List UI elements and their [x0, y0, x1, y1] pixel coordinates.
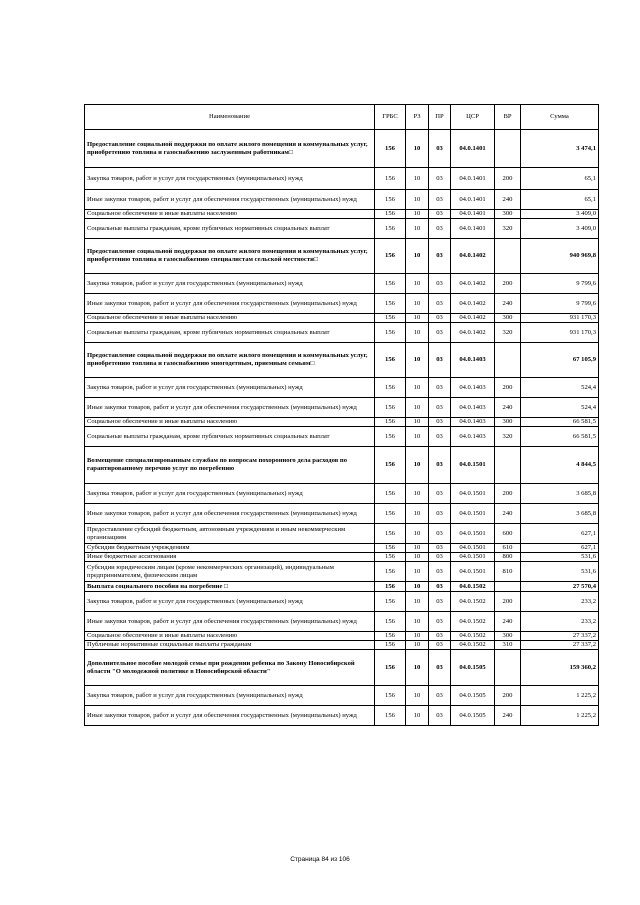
cell-sum: 931 170,3: [521, 323, 599, 343]
cell-rz: 10: [406, 612, 429, 632]
cell-grbs: 156: [375, 706, 406, 726]
cell-name: Предоставление социальной поддержки по оплате жилого помещения и коммунальных услуг, приобретению топлива и газоснабжению многодетным, приемным семьям□: [85, 343, 375, 378]
cell-csr: 04.0.1505: [451, 650, 495, 686]
cell-pr: 03: [429, 706, 451, 726]
cell-grbs: 156: [375, 314, 406, 323]
cell-pr: 03: [429, 504, 451, 524]
cell-vr: 240: [495, 190, 521, 210]
cell-sum: 67 105,9: [521, 343, 599, 378]
column-header-sum: Сумма: [521, 105, 599, 130]
cell-rz: 10: [406, 418, 429, 427]
cell-name: Иные закупки товаров, работ и услуг для обеспечения государственных (муниципальных) нужд: [85, 504, 375, 524]
cell-rz: 10: [406, 504, 429, 524]
table-body: [85, 130, 599, 726]
cell-grbs: 156: [375, 323, 406, 343]
cell-pr: 03: [429, 418, 451, 427]
cell-vr: 200: [495, 686, 521, 706]
cell-pr: 03: [429, 553, 451, 562]
cell-grbs: 156: [375, 484, 406, 504]
cell-csr: 04.0.1502: [451, 582, 495, 592]
cell-sum: 3 409,0: [521, 219, 599, 239]
table-row: [85, 427, 599, 447]
table-row: [85, 706, 599, 726]
table-row: [85, 632, 599, 641]
cell-rz: 10: [406, 168, 429, 190]
cell-rz: 10: [406, 706, 429, 726]
table-row: [85, 274, 599, 294]
cell-name: Закупка товаров, работ и услуг для государственных (муниципальных) нужд: [85, 484, 375, 504]
cell-csr: 04.0.1501: [451, 544, 495, 553]
cell-sum: 27 337,2: [521, 632, 599, 641]
cell-name: Социальное обеспечение и иные выплаты населению: [85, 632, 375, 641]
cell-csr: 04.0.1502: [451, 612, 495, 632]
table-row: [85, 524, 599, 544]
cell-grbs: 156: [375, 632, 406, 641]
cell-rz: 10: [406, 294, 429, 314]
cell-rz: 10: [406, 398, 429, 418]
cell-csr: 04.0.1401: [451, 190, 495, 210]
cell-vr: 300: [495, 418, 521, 427]
cell-pr: 03: [429, 562, 451, 582]
cell-sum: 27 570,4: [521, 582, 599, 592]
table-row: [85, 210, 599, 219]
cell-grbs: 156: [375, 447, 406, 484]
cell-sum: 66 581,5: [521, 418, 599, 427]
cell-sum: 65,1: [521, 168, 599, 190]
cell-grbs: 156: [375, 504, 406, 524]
cell-csr: 04.0.1402: [451, 294, 495, 314]
cell-grbs: 156: [375, 378, 406, 398]
cell-csr: 04.0.1402: [451, 323, 495, 343]
cell-pr: 03: [429, 447, 451, 484]
cell-rz: 10: [406, 641, 429, 650]
table-row: [85, 398, 599, 418]
cell-name: Дополнительное пособие молодой семье при рождении ребенка по Закону Новосибирской области "О молодежной политике в Новосибирской области": [85, 650, 375, 686]
cell-sum: 1 225,2: [521, 706, 599, 726]
cell-sum: 627,1: [521, 544, 599, 553]
cell-csr: 04.0.1501: [451, 484, 495, 504]
cell-vr: 200: [495, 592, 521, 612]
cell-vr: 240: [495, 612, 521, 632]
column-header-csr: ЦСР: [451, 105, 495, 130]
cell-vr: 320: [495, 323, 521, 343]
cell-rz: 10: [406, 314, 429, 323]
cell-vr: 200: [495, 168, 521, 190]
cell-grbs: 156: [375, 427, 406, 447]
cell-sum: 3 685,8: [521, 484, 599, 504]
cell-pr: 03: [429, 294, 451, 314]
cell-grbs: 156: [375, 641, 406, 650]
cell-rz: 10: [406, 632, 429, 641]
cell-rz: 10: [406, 484, 429, 504]
cell-grbs: 156: [375, 210, 406, 219]
cell-grbs: 156: [375, 418, 406, 427]
cell-rz: 10: [406, 130, 429, 168]
cell-name: Субсидии юридическим лицам (кроме некоммерческих организаций), индивидуальным предпринимателям, физическим лицам: [85, 562, 375, 582]
cell-csr: 04.0.1403: [451, 427, 495, 447]
cell-name: Предоставление социальной поддержки по оплате жилого помещения и коммунальных услуг, приобретению топлива и газоснабжению заслуженным работникам□: [85, 130, 375, 168]
cell-name: Социальное обеспечение и иные выплаты населению: [85, 314, 375, 323]
cell-sum: 66 581,5: [521, 427, 599, 447]
cell-vr: 320: [495, 427, 521, 447]
cell-rz: 10: [406, 544, 429, 553]
table-row: [85, 168, 599, 190]
cell-grbs: 156: [375, 524, 406, 544]
cell-grbs: 156: [375, 562, 406, 582]
cell-rz: 10: [406, 553, 429, 562]
cell-pr: 03: [429, 130, 451, 168]
cell-pr: 03: [429, 427, 451, 447]
cell-vr: 240: [495, 706, 521, 726]
cell-vr: 800: [495, 553, 521, 562]
cell-name: Социальные выплаты гражданам, кроме публичных нормативных социальных выплат: [85, 219, 375, 239]
cell-vr: 200: [495, 378, 521, 398]
cell-vr: [495, 447, 521, 484]
budget-table: [84, 104, 599, 726]
cell-vr: [495, 582, 521, 592]
table-row: [85, 484, 599, 504]
cell-pr: 03: [429, 524, 451, 544]
column-header-grbs: ГРБС: [375, 105, 406, 130]
cell-vr: [495, 343, 521, 378]
cell-vr: 200: [495, 484, 521, 504]
cell-name: Социальное обеспечение и иные выплаты населению: [85, 418, 375, 427]
cell-pr: 03: [429, 582, 451, 592]
cell-sum: 1 225,2: [521, 686, 599, 706]
table-row-section: [85, 239, 599, 274]
table-row: [85, 294, 599, 314]
cell-csr: 04.0.1402: [451, 274, 495, 294]
cell-rz: 10: [406, 582, 429, 592]
cell-pr: 03: [429, 168, 451, 190]
table-row: [85, 504, 599, 524]
cell-rz: 10: [406, 274, 429, 294]
cell-sum: 931 170,3: [521, 314, 599, 323]
cell-sum: 627,1: [521, 524, 599, 544]
cell-csr: 04.0.1505: [451, 706, 495, 726]
cell-name: Социальные выплаты гражданам, кроме публичных нормативных социальных выплат: [85, 323, 375, 343]
table-row: [85, 562, 599, 582]
cell-csr: 04.0.1502: [451, 592, 495, 612]
table-row-section: [85, 650, 599, 686]
cell-pr: 03: [429, 239, 451, 274]
cell-grbs: 156: [375, 239, 406, 274]
cell-pr: 03: [429, 219, 451, 239]
table-row: [85, 686, 599, 706]
cell-grbs: 156: [375, 274, 406, 294]
cell-pr: 03: [429, 632, 451, 641]
cell-name: Иные закупки товаров, работ и услуг для обеспечения государственных (муниципальных) нужд: [85, 612, 375, 632]
cell-rz: 10: [406, 562, 429, 582]
cell-pr: 03: [429, 686, 451, 706]
table-row: [85, 544, 599, 553]
cell-sum: 233,2: [521, 592, 599, 612]
cell-name: Иные закупки товаров, работ и услуг для обеспечения государственных (муниципальных) нужд: [85, 190, 375, 210]
cell-grbs: 156: [375, 582, 406, 592]
cell-vr: 600: [495, 524, 521, 544]
cell-rz: 10: [406, 524, 429, 544]
cell-sum: 4 844,5: [521, 447, 599, 484]
table-row: [85, 553, 599, 562]
cell-csr: 04.0.1403: [451, 343, 495, 378]
cell-sum: 27 337,2: [521, 641, 599, 650]
cell-name: Иные бюджетные ассигнования: [85, 553, 375, 562]
cell-grbs: 156: [375, 219, 406, 239]
cell-name: Социальные выплаты гражданам, кроме публичных нормативных социальных выплат: [85, 427, 375, 447]
cell-pr: 03: [429, 378, 451, 398]
cell-sum: 940 969,8: [521, 239, 599, 274]
table-row-section: [85, 582, 599, 592]
cell-csr: 04.0.1501: [451, 504, 495, 524]
cell-vr: 240: [495, 504, 521, 524]
cell-grbs: 156: [375, 686, 406, 706]
cell-sum: 65,1: [521, 190, 599, 210]
cell-vr: [495, 130, 521, 168]
cell-name: Публичные нормативные социальные выплаты гражданам: [85, 641, 375, 650]
cell-sum: 159 360,2: [521, 650, 599, 686]
cell-rz: 10: [406, 592, 429, 612]
table-row-section: [85, 343, 599, 378]
cell-vr: 810: [495, 562, 521, 582]
cell-vr: [495, 239, 521, 274]
cell-name: Иные закупки товаров, работ и услуг для обеспечения государственных (муниципальных) нужд: [85, 398, 375, 418]
cell-grbs: 156: [375, 398, 406, 418]
table-row-section: [85, 447, 599, 484]
table-row-section: [85, 130, 599, 168]
cell-pr: 03: [429, 650, 451, 686]
cell-rz: 10: [406, 378, 429, 398]
cell-rz: 10: [406, 210, 429, 219]
column-header-pr: ПР: [429, 105, 451, 130]
cell-csr: 04.0.1401: [451, 130, 495, 168]
cell-name: Предоставление социальной поддержки по оплате жилого помещения и коммунальных услуг, приобретению топлива и газоснабжению специалистам сельской местности□: [85, 239, 375, 274]
table-row: [85, 641, 599, 650]
cell-csr: 04.0.1401: [451, 210, 495, 219]
cell-sum: 9 799,6: [521, 274, 599, 294]
cell-pr: 03: [429, 274, 451, 294]
cell-vr: [495, 650, 521, 686]
cell-name: Иные закупки товаров, работ и услуг для обеспечения государственных (муниципальных) нужд: [85, 706, 375, 726]
cell-vr: 300: [495, 210, 521, 219]
table-row: [85, 219, 599, 239]
column-header-vr: ВР: [495, 105, 521, 130]
page-number-footer: Страница 84 из 106: [290, 856, 350, 863]
cell-name: Закупка товаров, работ и услуг для государственных (муниципальных) нужд: [85, 168, 375, 190]
cell-csr: 04.0.1403: [451, 398, 495, 418]
cell-vr: 300: [495, 632, 521, 641]
cell-pr: 03: [429, 592, 451, 612]
cell-name: Предоставление субсидий бюджетным, автономным учреждениям и иным некоммерческим организациям: [85, 524, 375, 544]
cell-grbs: 156: [375, 130, 406, 168]
cell-vr: 300: [495, 314, 521, 323]
cell-csr: 04.0.1502: [451, 641, 495, 650]
cell-csr: 04.0.1402: [451, 239, 495, 274]
cell-rz: 10: [406, 239, 429, 274]
table-row: [85, 190, 599, 210]
cell-csr: 04.0.1403: [451, 418, 495, 427]
cell-rz: 10: [406, 447, 429, 484]
cell-grbs: 156: [375, 544, 406, 553]
cell-grbs: 156: [375, 650, 406, 686]
cell-pr: 03: [429, 484, 451, 504]
cell-sum: 3 685,8: [521, 504, 599, 524]
table-row: [85, 592, 599, 612]
cell-name: Возмещение специализированным службам по вопросам похоронного дела расходов по гарантированному перечню услуг по погребению: [85, 447, 375, 484]
cell-name: Социальное обеспечение и иные выплаты населению: [85, 210, 375, 219]
cell-name: Закупка товаров, работ и услуг для государственных (муниципальных) нужд: [85, 686, 375, 706]
cell-grbs: 156: [375, 294, 406, 314]
cell-rz: 10: [406, 219, 429, 239]
cell-rz: 10: [406, 190, 429, 210]
cell-sum: 3 474,1: [521, 130, 599, 168]
cell-csr: 04.0.1502: [451, 632, 495, 641]
table-row: [85, 323, 599, 343]
cell-name: Закупка товаров, работ и услуг для государственных (муниципальных) нужд: [85, 592, 375, 612]
cell-pr: 03: [429, 190, 451, 210]
cell-vr: 240: [495, 398, 521, 418]
cell-pr: 03: [429, 398, 451, 418]
column-header-rz: РЗ: [406, 105, 429, 130]
cell-grbs: 156: [375, 168, 406, 190]
cell-csr: 04.0.1401: [451, 219, 495, 239]
cell-csr: 04.0.1402: [451, 314, 495, 323]
cell-pr: 03: [429, 544, 451, 553]
cell-name: Выплата социального пособия на погребение □: [85, 582, 375, 592]
cell-vr: 240: [495, 294, 521, 314]
cell-name: Субсидии бюджетным учреждениям: [85, 544, 375, 553]
cell-vr: 320: [495, 219, 521, 239]
cell-csr: 04.0.1501: [451, 562, 495, 582]
table-row: [85, 314, 599, 323]
cell-csr: 04.0.1501: [451, 447, 495, 484]
cell-csr: 04.0.1501: [451, 524, 495, 544]
table-row: [85, 378, 599, 398]
document-page: [84, 104, 598, 726]
cell-pr: 03: [429, 210, 451, 219]
cell-pr: 03: [429, 641, 451, 650]
cell-sum: 524,4: [521, 378, 599, 398]
cell-name: Закупка товаров, работ и услуг для государственных (муниципальных) нужд: [85, 274, 375, 294]
cell-rz: 10: [406, 650, 429, 686]
cell-grbs: 156: [375, 190, 406, 210]
table-header-row: [85, 105, 599, 130]
cell-csr: 04.0.1501: [451, 553, 495, 562]
cell-name: Иные закупки товаров, работ и услуг для обеспечения государственных (муниципальных) нужд: [85, 294, 375, 314]
cell-sum: 233,2: [521, 612, 599, 632]
cell-vr: 310: [495, 641, 521, 650]
cell-csr: 04.0.1403: [451, 378, 495, 398]
cell-csr: 04.0.1401: [451, 168, 495, 190]
cell-grbs: 156: [375, 592, 406, 612]
cell-grbs: 156: [375, 553, 406, 562]
cell-csr: 04.0.1505: [451, 686, 495, 706]
table-row: [85, 612, 599, 632]
cell-vr: 610: [495, 544, 521, 553]
cell-sum: 531,6: [521, 553, 599, 562]
cell-rz: 10: [406, 343, 429, 378]
cell-grbs: 156: [375, 612, 406, 632]
cell-name: Закупка товаров, работ и услуг для государственных (муниципальных) нужд: [85, 378, 375, 398]
cell-pr: 03: [429, 612, 451, 632]
cell-sum: 531,6: [521, 562, 599, 582]
table-row: [85, 418, 599, 427]
cell-pr: 03: [429, 323, 451, 343]
cell-rz: 10: [406, 323, 429, 343]
cell-pr: 03: [429, 343, 451, 378]
cell-rz: 10: [406, 427, 429, 447]
cell-grbs: 156: [375, 343, 406, 378]
cell-pr: 03: [429, 314, 451, 323]
cell-rz: 10: [406, 686, 429, 706]
cell-sum: 3 409,0: [521, 210, 599, 219]
column-header-name: Наименование: [85, 105, 375, 130]
cell-sum: 524,4: [521, 398, 599, 418]
cell-sum: 9 799,6: [521, 294, 599, 314]
cell-vr: 200: [495, 274, 521, 294]
